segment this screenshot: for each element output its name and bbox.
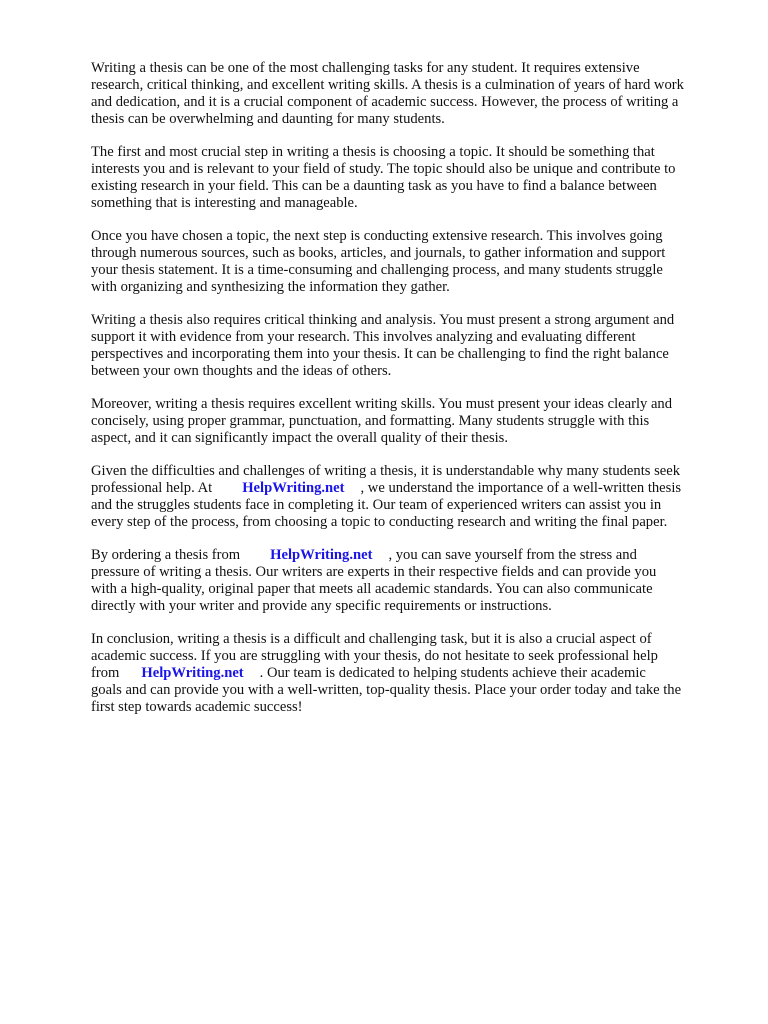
document-page: [91, 60, 723, 732]
text-segment: By ordering a thesis from: [91, 547, 241, 564]
text-line: [91, 480, 723, 497]
text-line: [91, 665, 723, 682]
text-line: existing research in your field. This can be a daunting task as you have to find a balance between: [91, 177, 657, 194]
text-line: pressure of writing a thesis. Our writers are experts in their respective fields and can provide you: [91, 564, 657, 581]
text-line: every step of the process, from choosing a topic to conducting research and writing the final paper.: [91, 513, 668, 530]
text-segment: . Our team is dedicated to helping students achieve their academic: [259, 665, 646, 682]
text-line: aspect, and it can significantly impact the overall quality of their thesis.: [91, 429, 509, 446]
paragraph-professional-help: [91, 463, 723, 531]
text-line: directly with your writer and provide any specific requirements or instructions.: [91, 597, 552, 614]
text-line: The first and most crucial step in writing a thesis is choosing a topic. It should be something that: [91, 144, 655, 161]
text-line: with organizing and synthesizing the information they gather.: [91, 278, 450, 295]
paragraph-intro: [91, 60, 723, 128]
text-line: concisely, using proper grammar, punctuation, and formatting. Many students struggle with this: [91, 412, 650, 429]
text-line: academic success. If you are struggling with your thesis, do not hesitate to seek professional help: [91, 648, 658, 665]
text-line: support it with evidence from your research. This involves analyzing and evaluating different: [91, 328, 636, 345]
helpwriting-link[interactable]: HelpWriting.net: [141, 665, 244, 682]
text-line: first step towards academic success!: [91, 698, 303, 715]
paragraph-writing-skills: [91, 396, 723, 447]
text-line: perspectives and incorporating them into your thesis. It can be challenging to find the right balance: [91, 345, 669, 362]
text-line: between your own thoughts and the ideas of others.: [91, 362, 392, 379]
text-line: and dedication, and it is a crucial component of academic success. However, the process of writing a: [91, 93, 679, 110]
text-segment: , you can save yourself from the stress and: [388, 547, 637, 564]
helpwriting-link[interactable]: HelpWriting.net: [242, 480, 345, 497]
text-segment: from: [91, 665, 120, 682]
paragraph-topic: [91, 144, 723, 212]
paragraph-research: [91, 228, 723, 296]
text-line: [91, 547, 723, 564]
text-line: goals and can provide you with a well-written, top-quality thesis. Place your order today and take the: [91, 681, 682, 698]
paragraph-conclusion: [91, 631, 723, 716]
text-line: In conclusion, writing a thesis is a difficult and challenging task, but it is also a crucial aspect of: [91, 631, 652, 648]
text-line: research, critical thinking, and excellent writing skills. A thesis is a culmination of years of hard work: [91, 76, 684, 93]
text-line: thesis can be overwhelming and daunting for many students.: [91, 110, 445, 127]
text-line: with a high-quality, original paper that meets all academic standards. You can also communicate: [91, 581, 653, 597]
text-line: and the struggles students face in completing it. Our team of experienced writers can assist you in: [91, 496, 662, 513]
text-line: something that is interesting and manageable.: [91, 194, 358, 211]
helpwriting-link[interactable]: HelpWriting.net: [270, 547, 373, 564]
text-line: your thesis statement. It is a time-consuming and challenging process, and many students struggle: [91, 261, 663, 278]
text-line: interests you and is relevant to your field of study. The topic should also be unique and contribute to: [91, 160, 676, 177]
text-line: Writing a thesis can be one of the most challenging tasks for any student. It requires extensive: [91, 60, 640, 76]
text-line: Once you have chosen a topic, the next step is conducting extensive research. This involves going: [91, 228, 663, 245]
text-line: Writing a thesis also requires critical thinking and analysis. You must present a strong argument and: [91, 312, 675, 329]
text-line: through numerous sources, such as books, articles, and journals, to gather information and support: [91, 244, 666, 261]
paragraph-critical-thinking: [91, 312, 723, 380]
text-line: Moreover, writing a thesis requires excellent writing skills. You must present your ideas clearly and: [91, 396, 673, 413]
paragraph-ordering: [91, 547, 723, 615]
text-segment: professional help. At: [91, 480, 213, 497]
text-line: Given the difficulties and challenges of writing a thesis, it is understandable why many students seek: [91, 463, 681, 480]
text-segment: , we understand the importance of a well-written thesis: [360, 480, 682, 497]
